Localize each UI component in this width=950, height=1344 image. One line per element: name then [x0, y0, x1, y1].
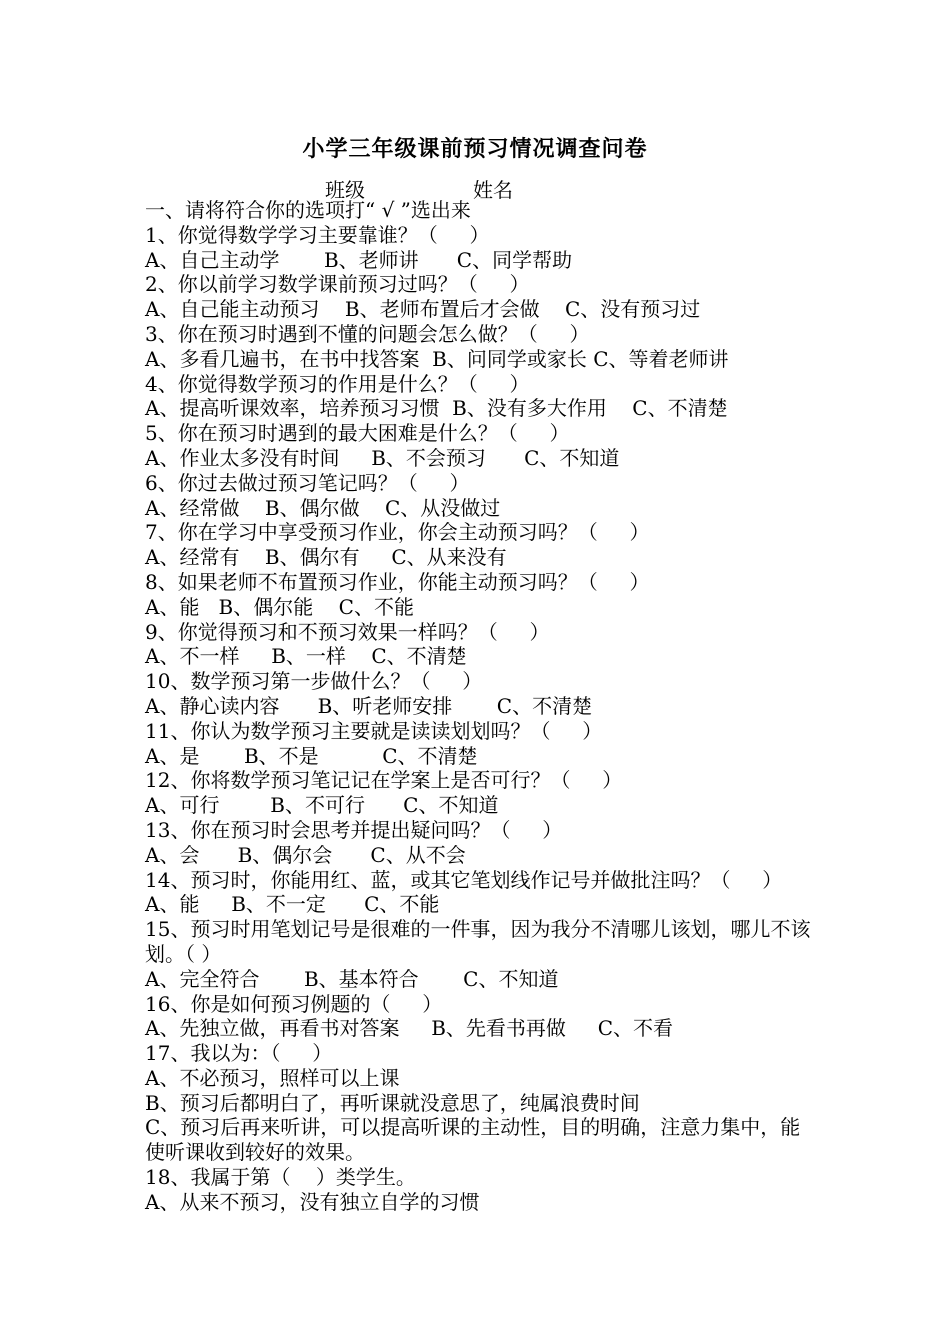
- question-14: 14、预习时，你能用红、蓝，或其它笔划线作记号并做批注吗？（ ）: [145, 867, 783, 892]
- question-5: 5、你在预习时遇到的最大困难是什么？（ ）: [145, 421, 570, 446]
- question-14-options: A、能 B、不一定 C、不能: [145, 892, 440, 917]
- question-12: 12、你将数学预习笔记记在学案上是否可行？（ ）: [145, 768, 623, 793]
- question-15-options: A、完全符合 B、基本符合 C、不知道: [145, 966, 559, 991]
- question-2-options: A、自己能主动预习 B、老师布置后才会做 C、没有预习过: [145, 297, 701, 322]
- question-4: 4、你觉得数学预习的作用是什么？（ ）: [145, 371, 530, 396]
- question-18: 18、我属于第（ ）类学生。: [145, 1165, 416, 1190]
- question-9: 9、你觉得预习和不预习效果一样吗？（ ）: [145, 619, 550, 644]
- name-label: 姓名: [473, 178, 513, 202]
- question-3: 3、你在预习时遇到不懂的问题会怎么做？（ ）: [145, 321, 590, 346]
- question-10: 10、数学预习第一步做什么？（ ）: [145, 669, 483, 694]
- question-15: 15、预习时用笔划记号是很难的一件事，因为我分不清哪儿该划，哪儿不该划。（ ）: [145, 917, 811, 966]
- question-17-option-a: A、不必预习，照样可以上课: [145, 1065, 400, 1090]
- question-4-options: A、提高听课效率，培养预习习惯 B、没有多大作用 C、不清楚: [145, 396, 728, 421]
- question-17-option-b: B、预习后都明白了，再听课就没意思了，纯属浪费时间: [145, 1090, 640, 1115]
- question-1: 1、你觉得数学学习主要靠谁？（ ）: [145, 222, 490, 247]
- question-3-options: A、多看几遍书，在书中找答案 B、问同学或家长 C、等着老师讲: [145, 346, 729, 371]
- questionnaire-body: [145, 198, 815, 1215]
- question-9-options: A、不一样 B、一样 C、不清楚: [145, 644, 467, 669]
- question-5-options: A、作业太多没有时间 B、不会预习 C、不知道: [145, 445, 620, 470]
- question-17-option-c: C、预习后再来听讲，可以提高听课的主动性，目的明确，注意力集中，能使听课收到较好的效果。: [145, 1115, 801, 1165]
- question-10-options: A、静心读内容 B、听老师安排 C、不清楚: [145, 693, 593, 718]
- page-title: 小学三年级课前预习情况调查问卷: [302, 136, 648, 162]
- instruction-text: 一、请将符合你的选项打“ √ ”选出来: [145, 198, 471, 222]
- question-18-option-a: A、从来不预习，没有独立自学的习惯: [145, 1189, 480, 1214]
- question-11: 11、你认为数学预习主要就是读读划划吗？（ ）: [145, 718, 603, 743]
- question-17: 17、我以为：（ ）: [145, 1041, 333, 1066]
- question-2: 2、你以前学习数学课前预习过吗？（ ）: [145, 272, 530, 297]
- question-8-options: A、能 B、偶尔能 C、不能: [145, 594, 414, 619]
- question-7: 7、你在学习中享受预习作业，你会主动预习吗？（ ）: [145, 520, 650, 545]
- question-12-options: A、可行 B、不可行 C、不知道: [145, 793, 499, 818]
- question-6: 6、你过去做过预习笔记吗？（ ）: [145, 470, 470, 495]
- question-8: 8、如果老师不布置预习作业，你能主动预习吗？（ ）: [145, 569, 650, 594]
- question-7-options: A、经常有 B、偶尔有 C、从来没有: [145, 545, 507, 570]
- question-16: 16、你是如何预习例题的（ ）: [145, 991, 443, 1016]
- question-16-options: A、先独立做，再看书对答案 B、先看书再做 C、不看: [145, 1016, 674, 1041]
- question-1-options: A、自己主动学 B、老师讲 C、同学帮助: [145, 247, 573, 272]
- question-6-options: A、经常做 B、偶尔做 C、从没做过: [145, 495, 501, 520]
- question-13-options: A、会 B、偶尔会 C、从不会: [145, 842, 466, 867]
- question-11-options: A、是 B、不是 C、不清楚: [145, 743, 478, 768]
- question-13: 13、你在预习时会思考并提出疑问吗？（ ）: [145, 817, 563, 842]
- class-label: 班级: [325, 178, 365, 202]
